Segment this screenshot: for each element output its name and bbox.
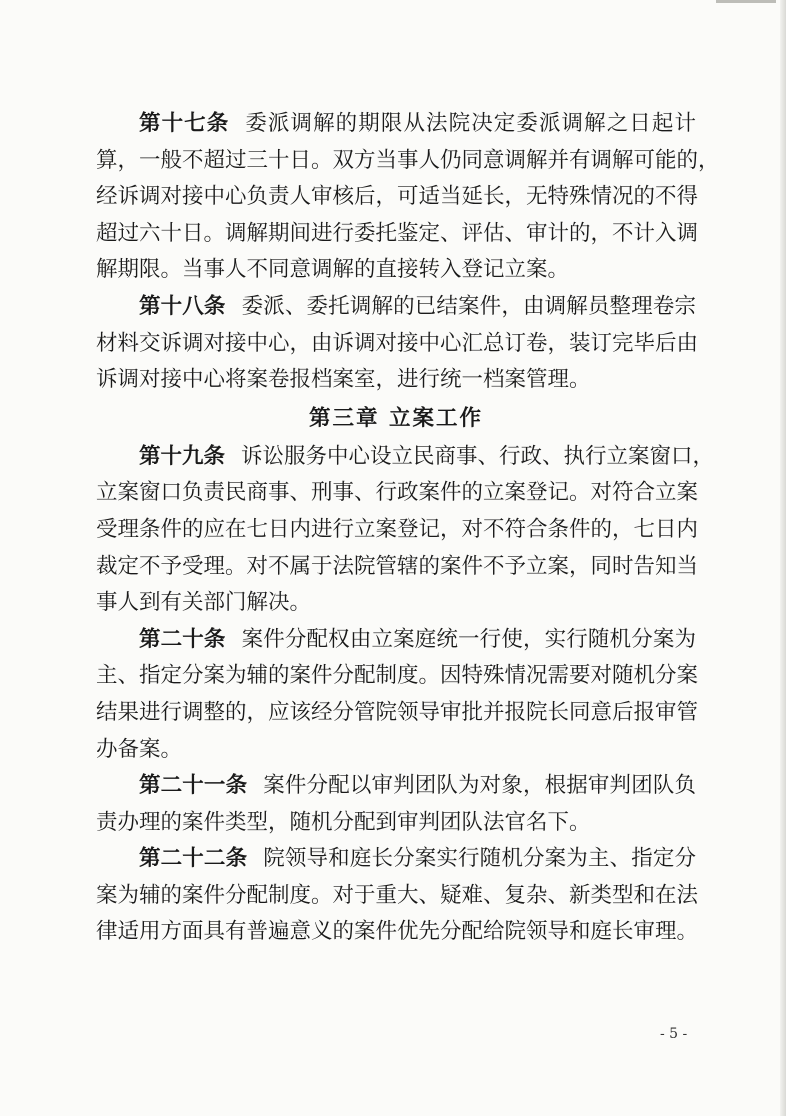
article-first-line	[96, 622, 696, 659]
article-20	[96, 622, 699, 768]
article-label: 第二十二条	[139, 846, 248, 872]
article-line: 责办理的案件类型，随机分配到审判团队法官名下。	[96, 809, 591, 835]
article-line: 结果进行调整的，应该经分管院领导审批并报院长同意后报审管	[96, 699, 699, 725]
article-line: 诉调对接中心将案卷报档案室，进行统一档案管理。	[96, 367, 591, 393]
article-22	[96, 841, 699, 951]
article-line: 受理条件的应在七日内进行立案登记，对不符合条件的，七日内	[96, 516, 699, 542]
scan-edge	[780, 0, 786, 1116]
article-first-line	[96, 289, 696, 326]
article-label: 第十九条	[139, 443, 226, 469]
document-body	[96, 106, 720, 951]
chapter-title: 第三章 立案工作	[309, 405, 483, 431]
page-number: - 5 -	[660, 1026, 688, 1042]
article-first-line	[96, 106, 696, 143]
article-18	[96, 289, 699, 399]
article-first-line	[96, 768, 696, 805]
article-first-line	[96, 841, 696, 878]
article-label: 第二十一条	[139, 773, 248, 799]
article-first-line	[96, 439, 715, 476]
article-line: 办备案。	[96, 736, 183, 762]
article-line: 立案窗口负责民商事、刑事、行政案件的立案登记。对符合立案	[96, 480, 699, 506]
article-text: 诉讼服务中心设立民商事、行政、执行立案窗口，	[241, 443, 715, 469]
article-line: 经诉调对接中心负责人审核后，可适当延长，无特殊情况的不得	[96, 184, 699, 210]
scan-mark	[716, 0, 776, 3]
article-17	[96, 106, 720, 289]
article-line: 裁定不予受理。对不属于法院管辖的案件不予立案，同时告知当	[96, 553, 699, 579]
article-text: 院领导和庭长分案实行随机分案为主、指定分	[263, 846, 696, 872]
article-label: 第十八条	[139, 293, 226, 319]
article-text: 委派、委托调解的已结案件，由调解员整理卷宗	[241, 293, 696, 319]
article-line: 算，一般不超过三十日。双方当事人仍同意调解并有调解可能的，	[96, 147, 720, 173]
article-line: 超过六十日。调解期间进行委托鉴定、评估、审计的，不计入调	[96, 220, 699, 246]
article-label: 第十七条	[139, 111, 230, 136]
article-line: 事人到有关部门解决。	[96, 590, 312, 616]
article-19	[96, 439, 715, 622]
article-text: 案件分配权由立案庭统一行使，实行随机分案为	[241, 626, 696, 652]
article-text: 案件分配以审判团队为对象，根据审判团队负	[263, 773, 696, 799]
article-21	[96, 768, 696, 841]
article-text: 委派调解的期限从法院决定委派调解之日起计	[245, 111, 696, 136]
article-line: 案为辅的案件分配制度。对于重大、疑难、复杂、新类型和在法	[96, 882, 699, 908]
article-line: 主、指定分案为辅的案件分配制度。因特殊情况需要对随机分案	[96, 663, 699, 689]
article-line: 律适用方面具有普遍意义的案件优先分配给院领导和庭长审理。	[96, 919, 699, 945]
article-line: 解期限。当事人不同意调解的直接转入登记立案。	[96, 257, 570, 283]
article-label: 第二十条	[139, 626, 226, 652]
article-line: 材料交诉调对接中心，由诉调对接中心汇总订卷，装订完毕后由	[96, 330, 699, 356]
